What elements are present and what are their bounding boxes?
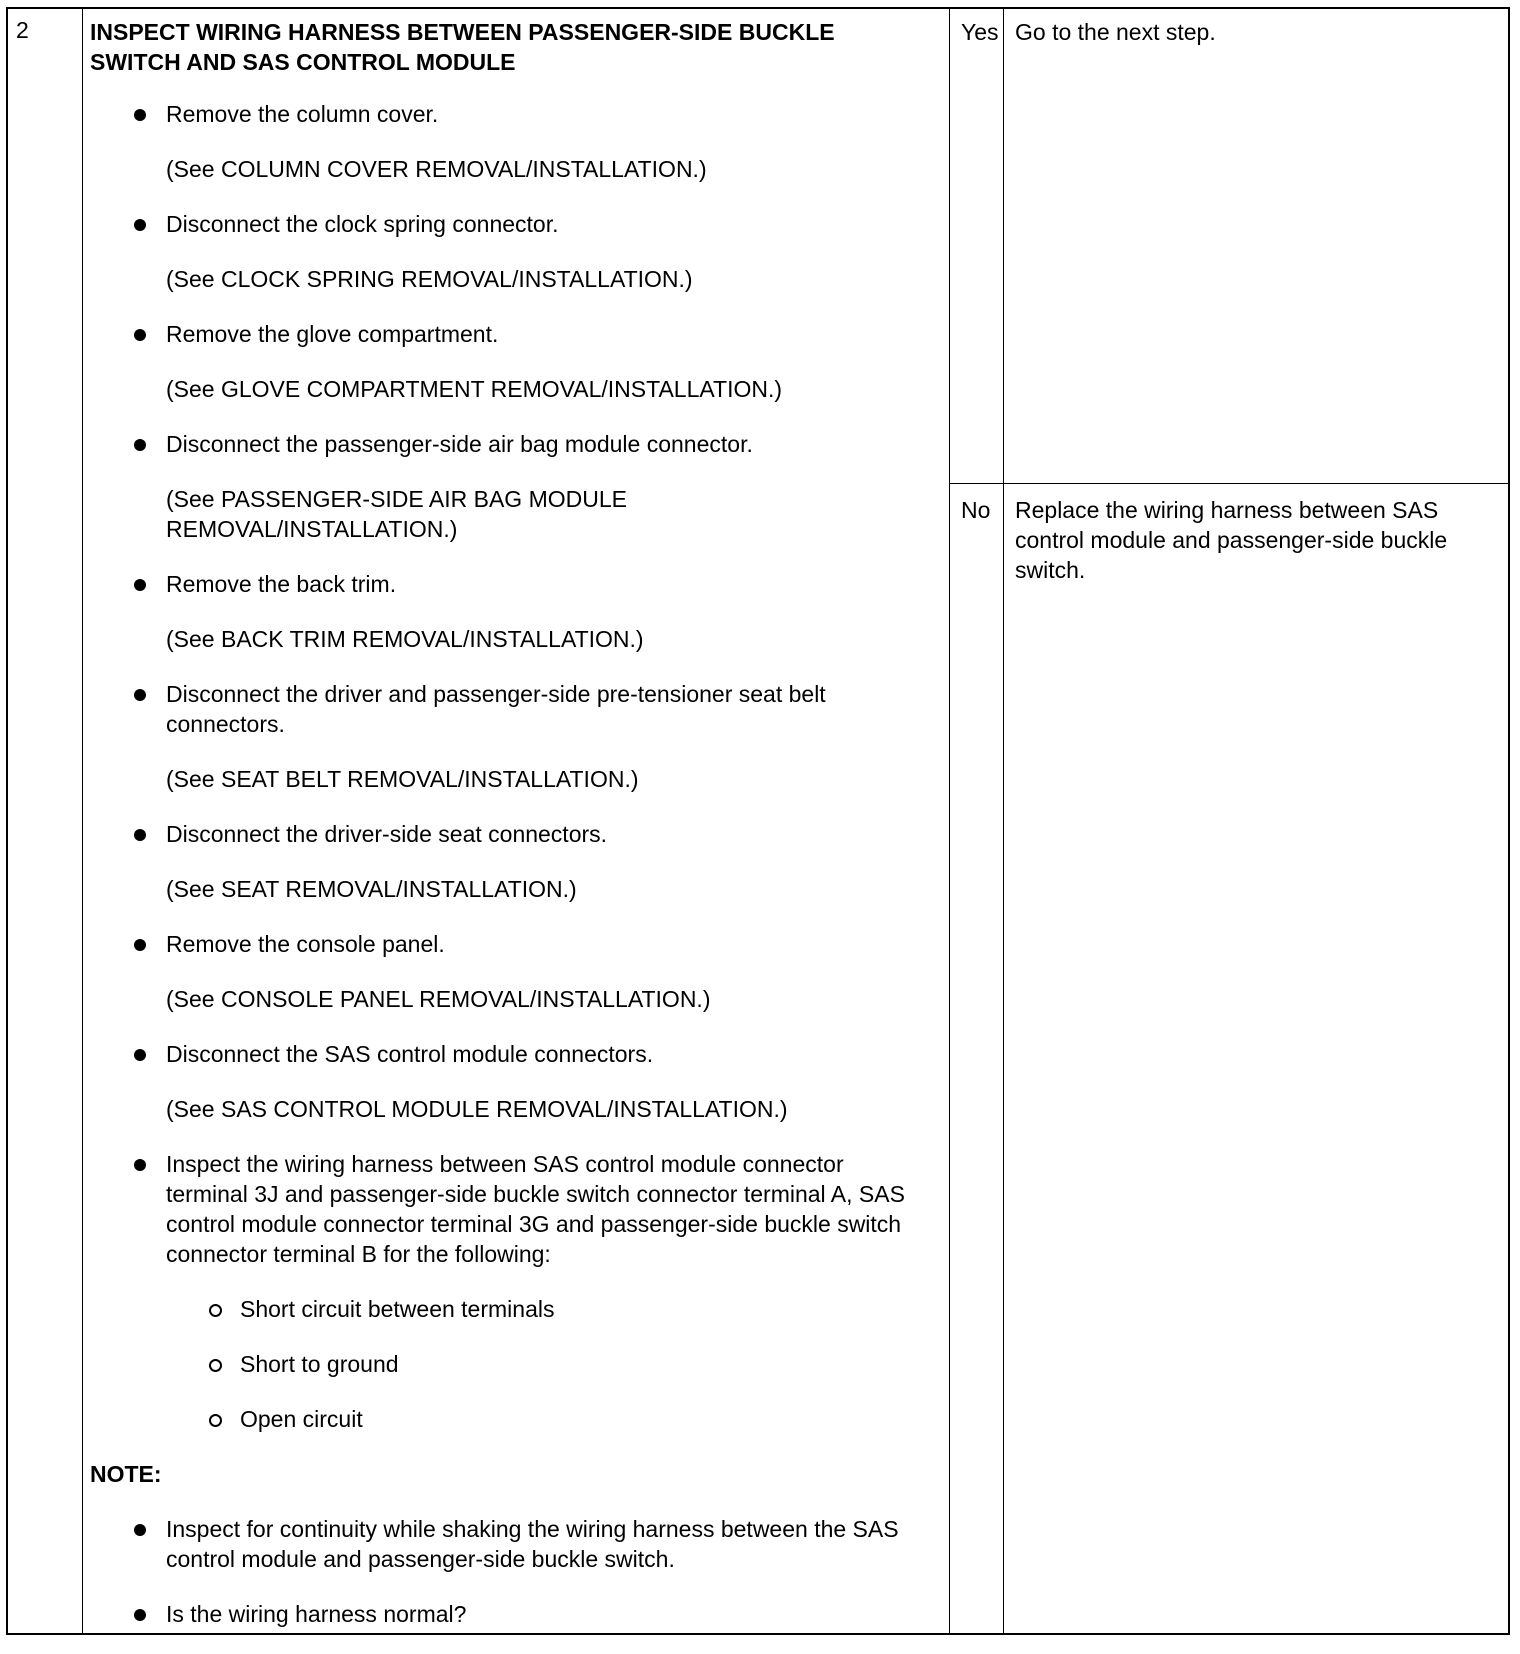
note-label: NOTE: [90, 1461, 162, 1487]
inspect-instruction: Inspect the wiring harness between SAS control module connector terminal 3J and passenger-side buckle switch connector terminal A, SAS control module connector terminal 3G and passenger-side buckle switch connector terminal B for the following: [90, 1149, 906, 1269]
instruction-item: Disconnect the passenger-side air bag module connector. [90, 429, 930, 459]
note-item: Inspect for continuity while shaking the wiring harness between the SAS control module and passenger-side buckle switch. [90, 1514, 906, 1574]
bullet-icon [134, 219, 146, 231]
question-item: Is the wiring harness normal? [90, 1599, 930, 1629]
inspect-check-item: Short circuit between terminals [90, 1294, 930, 1324]
step-number: 2 [16, 17, 29, 43]
instruction-item: Disconnect the clock spring connector. [90, 209, 930, 239]
bullet-icon [134, 439, 146, 451]
bullet-icon [134, 1609, 146, 1621]
instruction-item: Remove the back trim. [90, 569, 930, 599]
inspect-check-item: Short to ground [90, 1349, 930, 1379]
step-content [90, 17, 930, 1654]
reference-text: (See CONSOLE PANEL REMOVAL/INSTALLATION.) [166, 986, 711, 1012]
hollow-bullet-icon [209, 1304, 222, 1317]
bullet-icon [134, 329, 146, 341]
bullet-icon [134, 109, 146, 121]
yes-result-text: Go to the next step. [1015, 19, 1216, 45]
column-divider-step [82, 9, 83, 1633]
procedure-table [6, 7, 1510, 1635]
instruction-item: Disconnect the driver-side seat connectors. [90, 819, 930, 849]
reference-text: (See SEAT BELT REMOVAL/INSTALLATION.) [166, 766, 639, 792]
inspect-check-item: Open circuit [90, 1404, 930, 1434]
no-label: No [961, 497, 991, 523]
no-result-text: Replace the wiring harness between SAS control module and passenger-side buckle switch. [1015, 497, 1448, 583]
reference-text: (See SEAT REMOVAL/INSTALLATION.) [166, 876, 577, 902]
instruction-item: Remove the console panel. [90, 929, 930, 959]
column-divider-content [949, 9, 950, 1633]
column-divider-yesno [1003, 9, 1004, 1633]
instruction-item: Remove the glove compartment. [90, 319, 930, 349]
bullet-icon [134, 829, 146, 841]
bullet-icon [134, 1049, 146, 1061]
hollow-bullet-icon [209, 1414, 222, 1427]
reference-text: (See PASSENGER-SIDE AIR BAG MODULE REMOVAL/INSTALLATION.) [166, 486, 627, 542]
yes-label: Yes [961, 19, 999, 45]
reference-text: (See CLOCK SPRING REMOVAL/INSTALLATION.) [166, 266, 693, 292]
bullet-icon [134, 689, 146, 701]
bullet-icon [134, 1524, 146, 1536]
reference-text: (See GLOVE COMPARTMENT REMOVAL/INSTALLATION.) [166, 376, 783, 402]
reference-text: (See COLUMN COVER REMOVAL/INSTALLATION.) [166, 156, 707, 182]
bullet-icon [134, 939, 146, 951]
instruction-item: Disconnect the driver and passenger-side pre-tensioner seat belt connectors. [90, 679, 886, 739]
result-row-divider [949, 483, 1508, 484]
hollow-bullet-icon [209, 1359, 222, 1372]
reference-text: (See BACK TRIM REMOVAL/INSTALLATION.) [166, 626, 644, 652]
instruction-item: Remove the column cover. [90, 99, 930, 129]
bullet-icon [134, 1159, 146, 1171]
reference-text: (See SAS CONTROL MODULE REMOVAL/INSTALLATION.) [166, 1096, 788, 1122]
instruction-item: Disconnect the SAS control module connectors. [90, 1039, 930, 1069]
step-heading: INSPECT WIRING HARNESS BETWEEN PASSENGER-SIDE BUCKLE SWITCH AND SAS CONTROL MODULE [90, 19, 835, 75]
bullet-icon [134, 579, 146, 591]
